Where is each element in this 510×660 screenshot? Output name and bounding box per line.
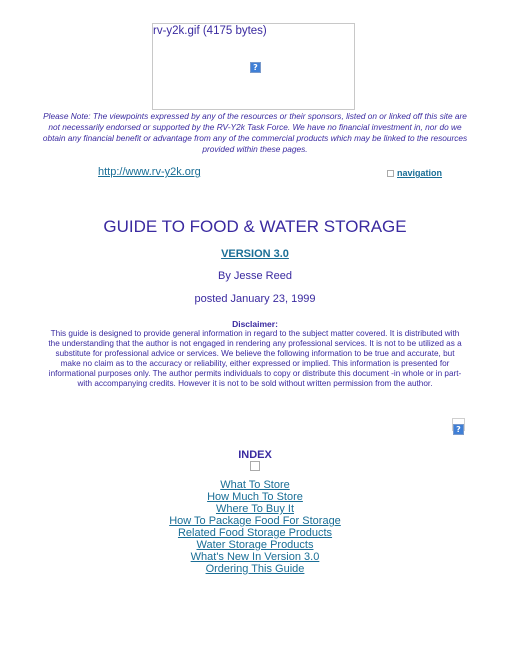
- list-item: [0, 527, 510, 539]
- index-link-how-much-to-store[interactable]: How Much To Store: [207, 491, 303, 503]
- list-item: [0, 503, 510, 515]
- list-item: [0, 491, 510, 503]
- index-link-how-to-package[interactable]: How To Package Food For Storage: [169, 515, 341, 527]
- index-link-water-storage[interactable]: Water Storage Products: [196, 539, 314, 551]
- list-item: [0, 539, 510, 551]
- index-list: [0, 479, 510, 575]
- header-image-alt-text: rv-y2k.gif (4175 bytes): [153, 25, 267, 37]
- disclaimer-title: Disclaimer:: [232, 319, 278, 329]
- list-item: [0, 563, 510, 575]
- header-image: [152, 23, 355, 110]
- index-link-where-to-buy-it[interactable]: Where To Buy It: [215, 503, 295, 515]
- broken-image-icon: [387, 170, 394, 177]
- index-link-related-products[interactable]: Related Food Storage Products: [177, 527, 333, 539]
- list-item: [0, 479, 510, 491]
- page-title: GUIDE TO FOOD & WATER STORAGE: [103, 217, 407, 236]
- disclaimer-note: Please Note: The viewpoints expressed by any of the resources or their sponsors, listed on or linked off this site are not necessarily endorsed or supported by the RV-Y2k Task Force. We have no financial investment in, nor do we obtain any financial benefit or advantage from any of the commercial products which may be linked to the resources provided within these pages.: [42, 111, 468, 154]
- site-url-link[interactable]: http://www.rv-y2k.org: [98, 166, 201, 178]
- navigation-link-label: navigation: [397, 168, 443, 178]
- broken-image-icon: [250, 461, 260, 471]
- author-byline: By Jesse Reed: [218, 270, 292, 282]
- broken-image: [452, 418, 465, 434]
- posted-date: posted January 23, 1999: [194, 293, 316, 305]
- broken-image-icon: ?: [250, 62, 261, 73]
- navigation-link[interactable]: [387, 168, 442, 178]
- index-link-whats-new[interactable]: What's New In Version 3.0: [190, 551, 320, 563]
- list-item: [0, 551, 510, 563]
- index-link-what-to-store[interactable]: What To Store: [220, 479, 290, 491]
- version-link[interactable]: VERSION 3.0: [221, 248, 289, 260]
- index-link-ordering[interactable]: Ordering This Guide: [205, 563, 305, 575]
- index-title: INDEX: [238, 449, 272, 461]
- broken-image-icon: ?: [453, 424, 464, 435]
- disclaimer-text: This guide is designed to provide general information in regard to the subject matter covered. It is distributed with the understanding that the author is not engaged in rendering any professional services. It is not to be utilized as a substitute for professional advice or services. We believe the following information to be true and accurate, but make no claim as to the accuracy or reliability, either expressed or implied. This information is presented for informational purposes only. The author permits individuals to copy or distribute this document -in whole or in part- with accompanying credits. However it is not to be sold without written permission from the author.: [48, 329, 462, 388]
- list-item: [0, 515, 510, 527]
